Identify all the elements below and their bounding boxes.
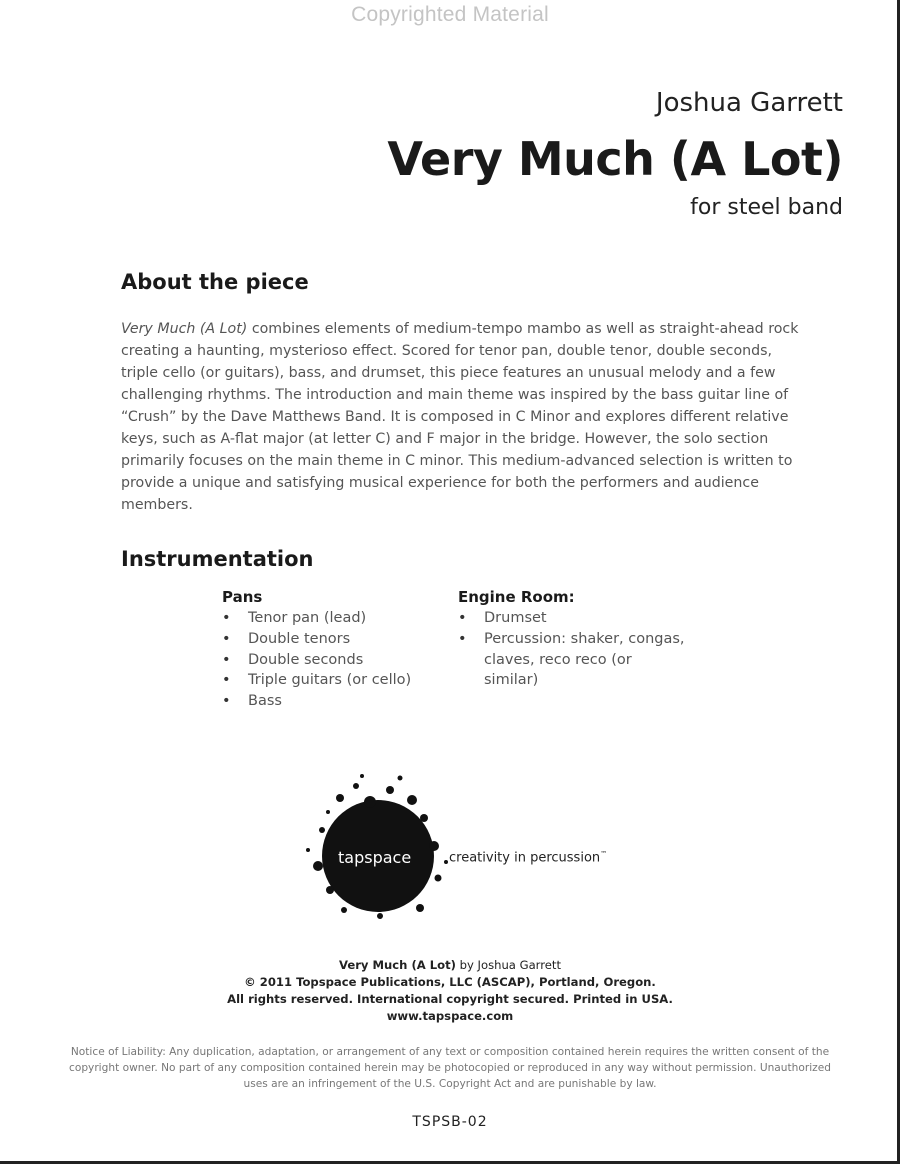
engine-room-column bbox=[458, 588, 688, 691]
list-item-text: Tenor pan (lead) bbox=[248, 610, 367, 626]
list-item bbox=[222, 629, 411, 650]
engine-room-heading: Engine Room: bbox=[458, 588, 575, 606]
about-title-ref: Very Much (A Lot) bbox=[121, 321, 248, 337]
credits-block bbox=[0, 957, 900, 1025]
bullet: • bbox=[458, 610, 467, 626]
list-item bbox=[458, 629, 688, 691]
bullet: • bbox=[458, 630, 467, 647]
liability-notice: Notice of Liability: Any duplication, adaptation, or arrangement of any text or composition contained herein requires the written consent of the copyright owner. No part of any composition contained herein may be photocopied or reproduced in any way without permission. Unauthorized uses are an infringement of the U.S. Copyright Act and are punishable by law. bbox=[69, 1046, 831, 1090]
list-item-text: Percussion: shaker, congas, claves, reco reco (or similar) bbox=[484, 630, 685, 689]
list-item-text: Bass bbox=[248, 693, 282, 710]
list-item bbox=[222, 650, 411, 671]
list-item-text: Double tenors bbox=[248, 630, 351, 647]
list-item bbox=[222, 670, 411, 691]
about-heading: About the piece bbox=[121, 270, 309, 294]
instrumentation-heading: Instrumentation bbox=[121, 547, 314, 571]
about-paragraph bbox=[121, 318, 801, 516]
about-body: combines elements of medium-tempo mambo as well as straight-ahead rock creating a haunting, mysterioso effect. Scored for tenor pan, double tenor, double seconds, triple cello (or guitars), bass, and drumset, this piece features an unusual melody and a few challenging rhythms. The introduction and main theme was inspired by the bass guitar line of “Crush” by the Dave Matthews Band. It is composed in C Minor and explores different relative keys, such as A-flat major (at letter C) and F major in the bridge. However, the solo section primarily focuses on the main theme in C minor. This medium-advanced selection is written to provide a unique and satisfying musical experience for both the performers and audience members. bbox=[121, 321, 799, 513]
pans-heading: Pans bbox=[222, 588, 263, 606]
list-item bbox=[222, 608, 411, 629]
piece-subtitle: for steel band bbox=[690, 195, 843, 220]
tapspace-logo bbox=[300, 770, 640, 920]
logo-tagline bbox=[449, 850, 607, 865]
list-item bbox=[458, 608, 688, 629]
bullet: • bbox=[222, 693, 231, 710]
list-item-text: Drumset bbox=[484, 610, 547, 626]
logo-wordmark: tapspace bbox=[338, 848, 412, 867]
bullet: • bbox=[222, 672, 231, 689]
piece-title: Very Much (A Lot) bbox=[387, 132, 843, 186]
catalog-code: TSPSB-02 bbox=[412, 1114, 488, 1130]
logo-tagline-text: creativity in percussion bbox=[449, 850, 601, 866]
credits-website: www.tapspace.com bbox=[386, 1009, 514, 1023]
trademark-mark: ™ bbox=[600, 850, 608, 858]
bullet: • bbox=[222, 610, 231, 626]
engine-room-list bbox=[458, 608, 688, 691]
list-item-text: Triple guitars (or cello) bbox=[248, 672, 412, 689]
pans-column bbox=[222, 588, 411, 712]
credits-copyright: © 2011 Topspace Publications, LLC (ASCAP), Portland, Oregon. bbox=[244, 975, 656, 989]
credits-rights: All rights reserved. International copyright secured. Printed in USA. bbox=[227, 992, 673, 1006]
list-item-text: Double seconds bbox=[248, 651, 364, 668]
credits-title: Very Much (A Lot) bbox=[339, 958, 456, 972]
bullet: • bbox=[222, 630, 231, 647]
list-item bbox=[222, 691, 411, 712]
credits-by: by Joshua Garrett bbox=[455, 958, 561, 972]
bullet: • bbox=[222, 651, 231, 668]
ink-splash-icon bbox=[300, 770, 450, 920]
composer-name: Joshua Garrett bbox=[655, 88, 843, 118]
watermark: Copyrighted Material bbox=[351, 3, 549, 26]
pans-list bbox=[222, 608, 411, 712]
credits-title-line bbox=[0, 957, 900, 974]
